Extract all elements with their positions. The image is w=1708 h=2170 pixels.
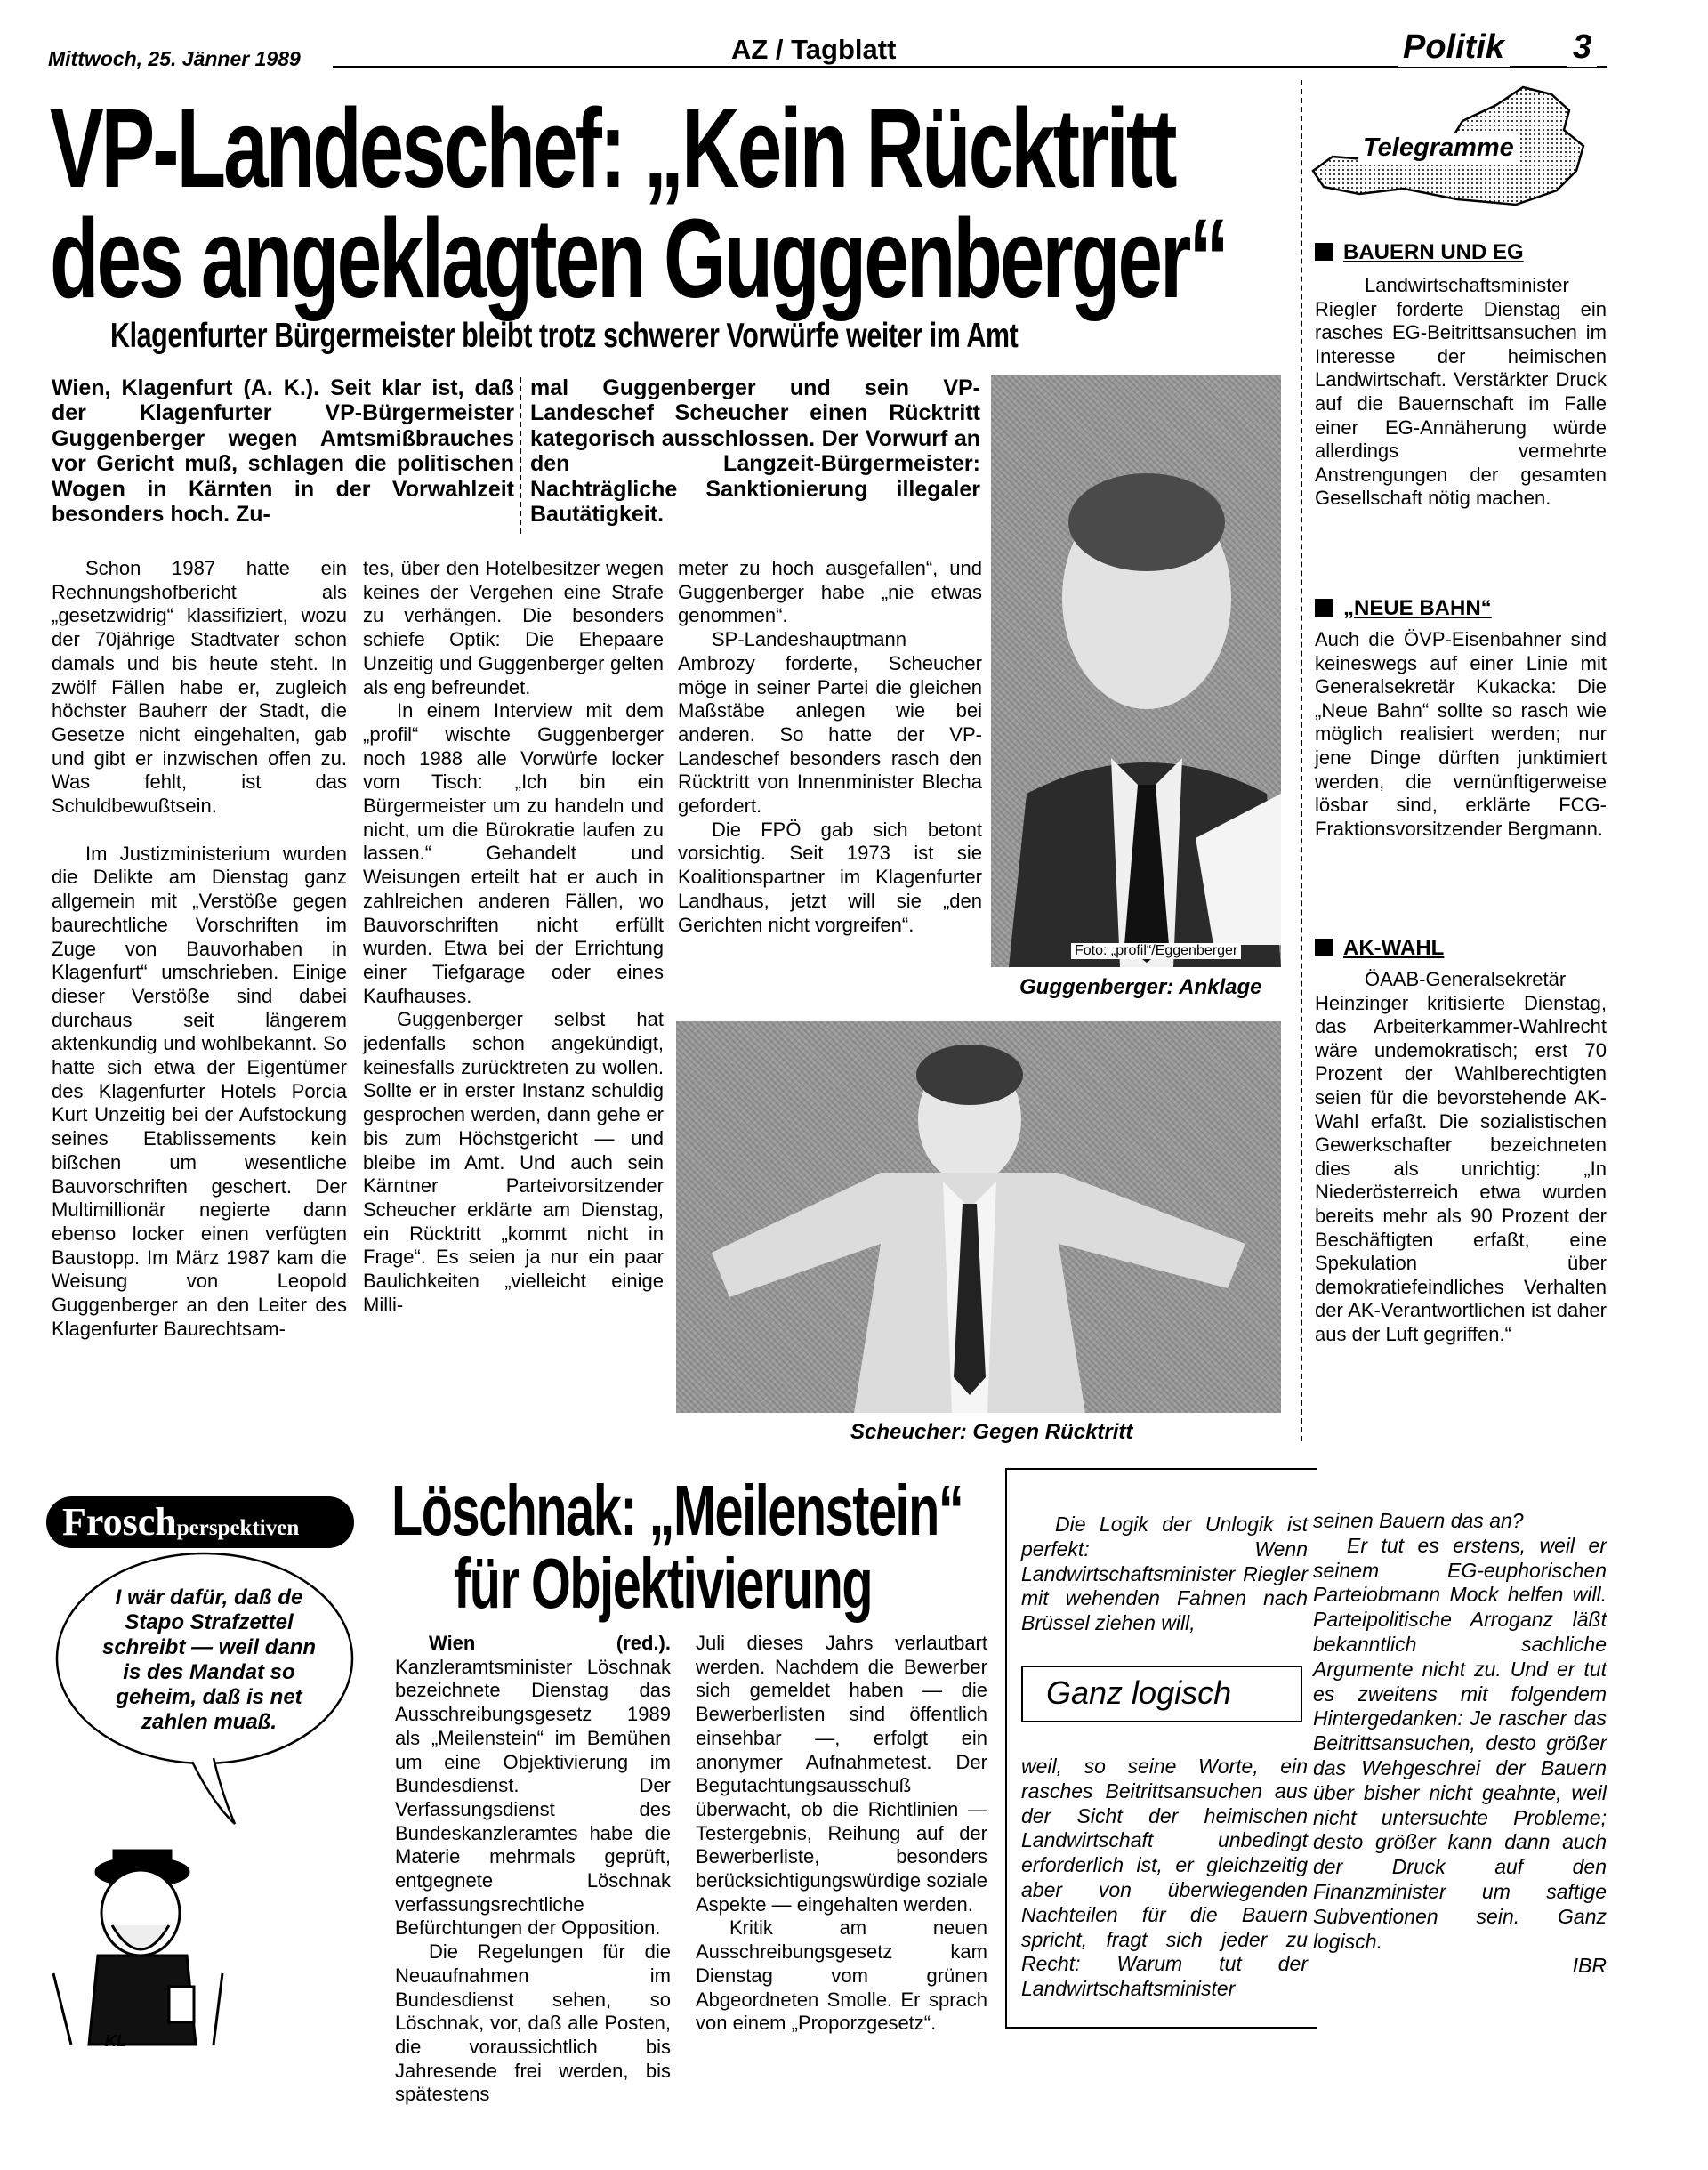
glosse-author: IBR xyxy=(1572,1954,1607,1978)
glosse-col1-top xyxy=(1021,1513,1308,1636)
masthead-date: Mittwoch, 25. Jänner 1989 xyxy=(48,47,301,70)
frosch-cartoon xyxy=(36,1475,356,2062)
lead-col2-p1: tes, über den Hotelbesitzer wegen keines der Vergehen eine Strafe zu verhängen. Die besonders schiefe Optik: Die Ehepaare Unzeitig und Guggenberger gelten als eng befreundet. xyxy=(363,557,664,698)
lead-intro-col2 xyxy=(530,375,980,527)
lead-body-col2 xyxy=(363,557,664,1318)
lead-intro-col1 xyxy=(52,375,514,527)
glosse-col2-p1: seinen Bauern das an? xyxy=(1313,1509,1524,1532)
lead-col2-p3: Guggenberger selbst hat jedenfalls schon angekündigt, keinesfalls zurücktreten zu wollen. Sollte er in erster Instanz schuldig gesprochen werden, dann gehe er bis zum Höchstgericht — und bleibe im Amt. Und auch sein Kärntner Parteivorsitzender Scheucher erklärte am Dienstag, ein Rücktritt „kommt nicht in Frage“. Es seien ja nur ein paar Baulichkeiten „vielleicht einige Milli- xyxy=(363,1008,664,1316)
frosch-quote: I wär dafür, daß de Stapo Strafzettel schreibt — weil dann is des Mandat so geheim, daß is net zahlen muaß. xyxy=(101,1585,317,1734)
lead-intro-col1-text: Wien, Klagenfurt (A. K.). Seit klar ist, daß der Klagenfurter VP-Bürgermeister Guggenberger wegen Amtsmißbrauches vor Gericht muß, schlagen die politischen Wogen in Kärnten in der Vorwahlzeit besonders hoch. Zu- xyxy=(52,375,514,528)
masthead-section: Politik xyxy=(1398,28,1510,67)
telegramme-body-2: Auch die ÖVP-Eisenbahner sind keineswegs auf einer Linie mit Generalsekretär Kukacka: Die „Neue Bahn“ sollte so rasch wie möglich realisiert werden; nur jene Dinge dürften junktimiert werden, die vernünftigerweise lösbar sind, erklärte FCG-Fraktionsvorsitzender Bergmann. xyxy=(1315,628,1607,840)
lead-headline-line2: des angeklagten Guggenberger“ xyxy=(50,196,1227,321)
loeschnak-col2-p1: Juli dieses Jahrs verlautbart werden. Nachdem die Bewerber sich gemeldet haben — die Bewerberlisten sind öffentlich einsehbar —, erfolgt ein anonymer Aufnahmetest. Der Begutachtungsausschuß überwacht, ob die Richtlinien — Testergebnis, Reihung auf der Bewerberliste, besonders berücksichtigungswürdige soziale Aspekte — eingehalten werden. xyxy=(696,1632,987,1916)
glosse-col1-top-text: Die Logik der Unlogik ist perfekt: Wenn Landwirtschaftsminister Riegler mit wehenden Fahnen nach Brüssel ziehen will, xyxy=(1021,1513,1308,1635)
portrait-silhouette-icon xyxy=(991,375,1281,967)
bullet-square-icon xyxy=(1315,243,1333,261)
telegramme-heading-1: BAUERN UND EG xyxy=(1315,240,1524,265)
masthead-page-number: 3 xyxy=(1567,28,1597,67)
telegramme-heading-2: „NEUE BAHN“ xyxy=(1315,596,1492,621)
loeschnak-col1 xyxy=(395,1632,671,2107)
cartoon-figure-icon xyxy=(53,1851,222,2045)
bullet-square-icon xyxy=(1315,599,1333,617)
loeschnak-headline-line2: für Objektivierung xyxy=(454,1544,873,1623)
loeschnak-col2 xyxy=(696,1632,987,2036)
photo1-caption: Guggenberger: Anklage xyxy=(1019,975,1262,999)
telegramme-heading-3: AK-WAHL xyxy=(1315,936,1444,961)
loeschnak-col1-p1: Wien (red.). Kanzleramtsminister Löschnak bezeichnete Dienstag das Ausschreibungsgesetz 1989 als „Meilenstein“ im Bemühen um eine Objektivierung im Bundesdienst. Der Verfassungsdienst des Bundeskanzleramtes habe die Materie mehrmals geprüft, entgegnete Löschnak verfassungsrechtliche Befürchtungen der Opposition. xyxy=(395,1632,671,1940)
glosse-col2-p2: Er tut es erstens, weil er seinem EG-euphorischen Parteiobmann Mock helfen will. Parteipolitische Arroganz läßt bekanntlich sachliche Argumente nicht zu. Und er tut es zweitens mit folgendem Hintergedanken: Je rascher das Beitrittsansuchen, desto größer das Wehgeschrei der Bauern über bisher nicht geahnte, weil nicht untersuchte Probleme; desto größer kann dann auch der Druck auf den Finanzminister um saftige Subventionen sein. Ganz logisch. xyxy=(1313,1533,1607,1953)
glosse-col1-bottom xyxy=(1021,1755,1308,2002)
loeschnak-col1-lead: Wien (red.). xyxy=(429,1632,671,1654)
bullet-square-icon xyxy=(1315,939,1333,956)
telegramme-title: Telegramme xyxy=(1358,133,1519,163)
lead-col3-p1: meter zu hoch ausgefallen“, und Guggenberger habe „nie etwas genommen“. xyxy=(678,557,982,627)
lead-headline-line1: VP-Landeschef: „Kein Rücktritt xyxy=(50,85,1175,211)
lead-subhead: Klagenfurter Bürgermeister bleibt trotz schwerer Vorwürfe weiter im Amt xyxy=(110,317,1019,355)
photo1-credit: Foto: „profil“/Eggenberger xyxy=(1071,943,1241,959)
lead-col3-p2: SP-Landeshauptmann Ambrozy forderte, Scheucher möge in seiner Partei die gleichen Maßstäbe anlegen wie bei anderen. So hatte der VP-Landeschef besonders rasch den Rücktritt von Innenminister Blecha gefordert. xyxy=(678,628,982,818)
telegramme-body-1: Landwirtschaftsminister Riegler forderte Dienstag ein rasches EG-Beitrittsansuchen im Interesse der heimischen Landwirtschaft. Verstärkter Druck auf die Bauernschaft im Falle einer EG-Annäherung würde allerdings vermehrte Anstrengungen der gesamten Gesellschaft nötig machen. xyxy=(1315,274,1607,510)
lead-col1-p2: Im Justizministerium wurden die Delikte am Dienstag ganz allgemein mit „Verstöße gegen baurechtliche Vorschriften im Zuge von Bauvorhaben in Klagenfurt“ umschrieben. Einige dieser Verstöße sind dabei durchaus seit längerem aktenkundig und wohlbekannt. So hatte sich etwa der Eigentümer des Klagenfurter Hotels Porcia Kurt Unzeitig bei der Aufstockung seines Etablissements kein bißchen um wesentliche Bauvorschriften geschert. Der Multimillionär negierte dann ebenso locker einen verfügten Baustopp. Im März 1987 kam die Weisung von Leopold Guggenberger an den Leiter des Klagenfurter Baurechtsam- xyxy=(52,842,347,1340)
telegramme-divider xyxy=(1301,80,1302,1441)
telegramme-logo xyxy=(1306,75,1591,210)
frosch-signature: KL xyxy=(105,2032,126,2050)
lead-col2-p2: In einem Interview mit dem „profil“ wischte Guggenberger noch 1988 alle Vorwürfe locker vom Tisch: „Ich bin ein Bürgermeister um zu handeln und nicht, um die Bürokratie laufen zu lassen.“ Gehandelt und Weisungen erteilt hat er auch in zahlreichen anderen Fällen, wo Bauvorschriften nicht erfüllt wurden. Etwa bei der Errichtung einer Tiefgarage oder eines Kaufhauses. xyxy=(363,699,664,1007)
lead-col1-p1: Schon 1987 hatte ein Rechnungshofbericht als „gesetzwidrig“ klassifiziert, wozu der 70jährige Stadtvater schon damals und bis heute steht. In zwölf Fällen habe er, zugleich höchster Bauherr der Stadt, die Gesetze nicht eingehalten, gab und gibt er inzwischen offen zu. Was fehlt, ist das Schuldbewußtsein. xyxy=(52,557,347,818)
glosse-title: Ganz logisch xyxy=(1046,1674,1232,1711)
lead-body-col1 xyxy=(52,557,347,1342)
intro-divider xyxy=(520,377,521,534)
frosch-title-small: perspektiven xyxy=(176,1516,300,1540)
lead-body-col3 xyxy=(678,557,982,937)
masthead xyxy=(48,27,1672,73)
telegramme-body-3: ÖAAB-Generalsekretär Heinzinger kritisierte Dienstag, das Arbeiterkammer-Wahlrecht wäre undemokratisch; erst 70 Prozent der Wahlberechtigten seien für die bevorstehende AK-Wahl erfaßt. Die sozialistischen Gewerkschafter bezeichneten dies als unrichtig: „In Niederösterreich etwa wurden bereits mehr als 90 Prozent der Beschäftigten erfaßt, eine Spekulation über demokratiefeindliches Verhalten der AK-Verantwortlichen ist daher aus der Luft gegriffen.“ xyxy=(1315,968,1607,1345)
loeschnak-col2-p2: Kritik am neuen Ausschreibungsgesetz kam Dienstag vom grünen Abgeordneten Smolle. Er sprach von einem „Proporzgesetz“. xyxy=(696,1916,987,2035)
photo2-caption: Scheucher: Gegen Rücktritt xyxy=(850,1420,1133,1444)
glosse-title-box xyxy=(1021,1666,1302,1722)
loeschnak-col1-p2: Die Regelungen für die Neuaufnahmen im Bundesdienst sehen, so Löschnak, vor, daß alle Posten, die voraussichtlich bis Jahresende frei werden, bis spätestens xyxy=(395,1940,671,2106)
glosse-col2 xyxy=(1313,1509,1607,1979)
photo-scheucher xyxy=(676,1021,1281,1413)
loeschnak-headline-line1: Löschnak: „Meilenstein“ xyxy=(391,1471,963,1550)
photo-guggenberger xyxy=(991,375,1281,967)
lead-col3-p3: Die FPÖ gab sich betont vorsichtig. Seit 1973 ist sie Koalitionspartner im Klagenfurter Landhaus, jetzt will sie „den Gerichten nicht vorgreifen“. xyxy=(678,818,982,936)
speech-bubble-icon xyxy=(36,1475,356,2062)
glosse-col1-bottom-text: weil, so seine Worte, ein rasches Beitrittsansuchen aus der Sicht der heimischen Landwirtschaft unbedingt erforderlich ist, er gleichzeitig aber von überwiegenden Nachteilen für die Bauern spricht, fragt sich jeder zu Recht: Warum tut der Landwirtschaftsminister xyxy=(1021,1755,1308,2001)
portrait-arms-open-icon xyxy=(676,1021,1281,1413)
frosch-title-big: Frosch xyxy=(62,1500,177,1544)
lead-intro-col2-text: mal Guggenberger und sein VP-Landeschef Scheucher einen Rücktritt kategorisch ausschlossen. Der Vorwurf an den Langzeit-Bürgermeister: Nachträgliche Sanktionierung illegaler Bautätigkeit. xyxy=(530,375,980,528)
masthead-paper: AZ / Tagblatt xyxy=(724,34,903,66)
masthead-rule xyxy=(333,66,1578,68)
